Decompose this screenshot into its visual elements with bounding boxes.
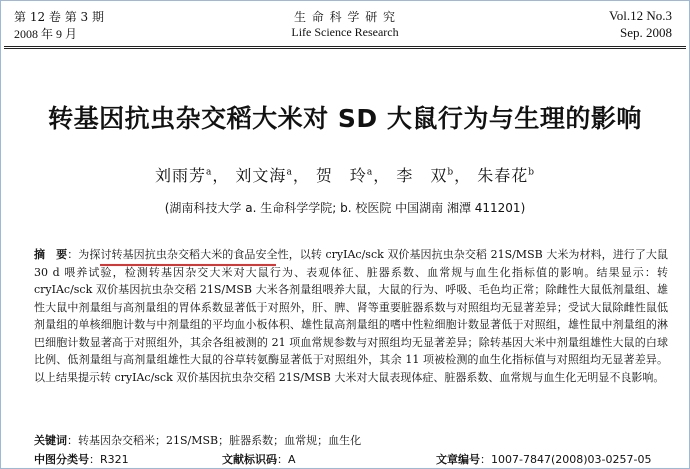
volume-issue: 第 12 卷 第 3 期 xyxy=(14,10,104,24)
author-affil-mark: a xyxy=(286,167,293,178)
article-number: 文章编号：1007-7847(2008)03-0257-05 xyxy=(436,453,652,466)
author: 朱春花 xyxy=(477,166,529,185)
header-rule-2 xyxy=(4,48,686,49)
keywords-text: ：转基因杂交稻米；21S/MSB；脏器系数；血常规；血生化 xyxy=(67,434,362,447)
author: 贺 玲 xyxy=(315,166,367,185)
author-affil-mark: b xyxy=(447,167,455,178)
keywords-label: 关键词 xyxy=(34,434,67,447)
abstract xyxy=(34,246,668,386)
author-affil-mark: b xyxy=(528,167,536,178)
clc-number: 中图分类号：R321 xyxy=(34,453,129,466)
header-rule xyxy=(4,46,686,47)
journal-name-cn: 生 命 科 学 研 究 xyxy=(293,10,397,24)
author-list: 刘雨芳$^a$， 刘文海$^a$， 贺 玲$^a$， 李 双$^b$， 朱春花$^b$ xyxy=(154,166,536,185)
keywords xyxy=(34,432,361,448)
document-code: 文献标识码：A xyxy=(222,453,296,466)
volume-issue-en: Vol.12 No.3 xyxy=(609,8,672,23)
author: 刘文海 xyxy=(235,166,287,185)
abstract-label: 摘 要 xyxy=(34,248,68,261)
affiliation: (湖南科技大学 a. 生命科学学院; b. 校医院 中国湖南 湘潭 411201) xyxy=(164,201,526,215)
journal-name-en: Life Science Research xyxy=(291,25,399,39)
abstract-text: ：为探讨转基因抗虫杂交稻大米的食品安全性，以转 cryIAc/sck 双价基因抗虫杂交稻 21S/MSB 大米为材料，进行了大鼠 30 d 喂养试验，检测转基因杂交大米对大鼠行为、表观体征、脏器系数、血常规与血生化指标值的影响。结果显示：转 cryIAc/sck 双价基因抗虫杂交稻 21S/MSB 大米各剂量组喂养大鼠，大鼠的行为、呼吸、毛色均正常；除雌性大鼠低剂量组、雄性大鼠中剂量组与高剂量组的胃体系数显著低于对照外，肝、脾、肾等重要脏器系数与对照组均无显著差异；受试大鼠除雌性鼠低剂量组的单核细胞计数与中剂量组的平均血小板体积、雄性鼠高剂量组的嗜中性粒细胞计数显著低于对照组，雄性鼠中剂量组的淋巴细胞计数显著高于对照组外，其余各组被测的 21 项血常规参数与对照组均无显著差异；除转基因大米中剂量组雄性大鼠的白球比例、低剂量组与高剂量组雄性大鼠的谷草转氨酶显著低于对照组外，其余 11 项被检测的血生化指标值与对照组均无显著差异。以上结果提示转 cryIAc/sck 双价基因抗虫杂交稻 21S/MSB 大米对大鼠表现体症、脏器系数、血常规与血生化无明显不良影响。 xyxy=(34,248,669,384)
journal-header xyxy=(0,6,690,46)
publication-date: 2008 年 9 月 xyxy=(14,27,78,41)
author: 刘雨芳 xyxy=(154,166,206,185)
publication-date-en: Sep. 2008 xyxy=(620,25,672,40)
author: 李 双 xyxy=(396,166,448,185)
author-affil-mark: a xyxy=(366,167,374,178)
highlight-underline xyxy=(100,264,276,266)
paper-title: 转基因抗虫杂交稻大米对 SD 大鼠行为与生理的影响 xyxy=(48,104,642,133)
author-affil-mark: a xyxy=(205,167,213,178)
